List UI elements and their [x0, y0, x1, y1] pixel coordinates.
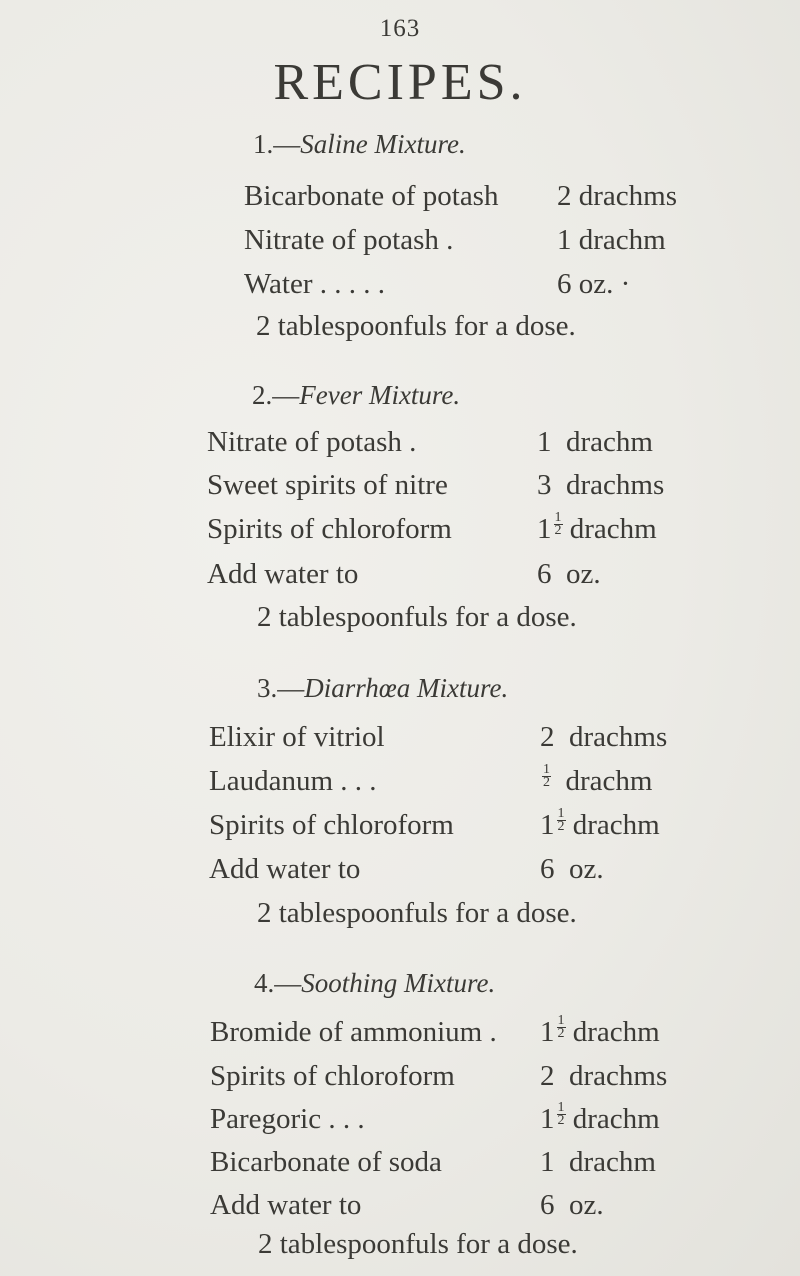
- page-title: RECIPES.: [273, 54, 527, 111]
- page-number: 163: [379, 15, 421, 42]
- recipe-number: 4.: [254, 968, 275, 998]
- ingredient-name: Nitrate of potash .: [207, 426, 417, 458]
- recipe-3-heading: 3.—Diarrhœa Mixture.: [257, 673, 509, 703]
- ingredient-row: [244, 178, 744, 214]
- ingredient-row: [210, 1058, 760, 1094]
- recipe-name: Fever Mixture.: [299, 380, 461, 410]
- recipe-dose: 2 tablespoonfuls for a dose.: [256, 310, 576, 342]
- ingredient-amount: 6 oz.: [540, 853, 604, 885]
- ingredient-amount: 2 drachms: [557, 180, 677, 212]
- ingredient-row: [210, 1101, 760, 1137]
- ingredient-amount: 1 $\frac{1}{2}$ drachm: [537, 510, 657, 545]
- ingredient-amount: 2 drachms: [540, 1060, 668, 1092]
- ingredient-row: [210, 1144, 760, 1180]
- ingredient-row: [209, 763, 769, 799]
- ingredient-amount: 6 oz. ·: [557, 268, 631, 300]
- ingredient-amount: 6 oz.: [537, 558, 601, 590]
- ingredient-row: [244, 222, 744, 258]
- ingredient-name: Elixir of vitriol: [209, 721, 385, 753]
- recipe-4-heading: 4.—Soothing Mixture.: [254, 968, 496, 998]
- ingredient-row: [207, 511, 747, 547]
- ingredient-amount: 6 oz.: [540, 1189, 604, 1221]
- recipe-2-heading: 2.—Fever Mixture.: [252, 380, 461, 410]
- ingredient-row: [209, 719, 769, 755]
- ingredient-name: Sweet spirits of nitre: [207, 469, 448, 501]
- ingredient-name: Spirits of chloroform: [210, 1060, 455, 1092]
- ingredient-amount: 1 drachm: [537, 426, 653, 458]
- fraction-half: $\frac{1}{2}$: [543, 762, 550, 790]
- recipe-name: Saline Mixture.: [300, 129, 466, 159]
- fraction-half: $\frac{1}{2}$: [557, 1013, 565, 1041]
- fraction-half: $\frac{1}{2}$: [557, 806, 565, 834]
- ingredient-name: Nitrate of potash .: [244, 224, 454, 256]
- ingredient-name: Spirits of chloroform: [207, 513, 452, 545]
- ingredient-row: [209, 851, 769, 887]
- ingredient-row: [210, 1187, 760, 1223]
- fraction-half: $\frac{1}{2}$: [557, 1100, 565, 1128]
- ingredient-name: Spirits of chloroform: [209, 809, 454, 841]
- ingredient-row: [207, 424, 747, 460]
- fraction-half: $\frac{1}{2}$: [554, 510, 562, 538]
- recipe-name: Soothing Mixture.: [301, 968, 496, 998]
- ingredient-name: Water . . . . .: [244, 268, 386, 300]
- ingredient-amount: 1 drachm: [540, 1146, 656, 1178]
- ingredient-amount: 1 $\frac{1}{2}$ drachm: [540, 806, 660, 841]
- ingredient-name: Paregoric . . .: [210, 1103, 365, 1135]
- recipe-dose: 2 tablespoonfuls for a dose.: [258, 1228, 578, 1260]
- recipe-number: 1.: [253, 129, 274, 159]
- ingredient-amount: 1 $\frac{1}{2}$ drachm: [540, 1100, 660, 1135]
- ingredient-row: [210, 1014, 760, 1050]
- ingredient-amount: $\frac{1}{2}$ drachm: [543, 762, 653, 797]
- ingredient-name: Bicarbonate of potash: [244, 180, 499, 212]
- recipe-name: Diarrhœa Mixture.: [304, 673, 509, 703]
- ingredient-row: [244, 266, 744, 302]
- ingredient-row: [209, 807, 769, 843]
- recipe-1-heading: 1.—Saline Mixture.: [253, 129, 466, 159]
- recipe-number: 3.: [257, 673, 278, 703]
- ingredient-name: Add water to: [209, 853, 361, 885]
- ingredient-amount: 2 drachms: [540, 721, 668, 753]
- ingredient-name: Bromide of ammonium .: [210, 1016, 497, 1048]
- ingredient-name: Add water to: [210, 1189, 362, 1221]
- ingredient-row: [207, 556, 747, 592]
- ingredient-amount: 3 drachms: [537, 469, 665, 501]
- ingredient-name: Bicarbonate of soda: [210, 1146, 442, 1178]
- ingredient-amount: 1 drachm: [557, 224, 666, 256]
- recipe-number: 2.: [252, 380, 273, 410]
- ingredient-name: Add water to: [207, 558, 359, 590]
- ingredient-amount: 1 $\frac{1}{2}$ drachm: [540, 1013, 660, 1048]
- recipe-dose: 2 tablespoonfuls for a dose.: [257, 897, 577, 929]
- ingredient-name: Laudanum . . .: [209, 765, 377, 797]
- ingredient-row: [207, 467, 747, 503]
- recipe-dose: 2 tablespoonfuls for a dose.: [257, 601, 577, 633]
